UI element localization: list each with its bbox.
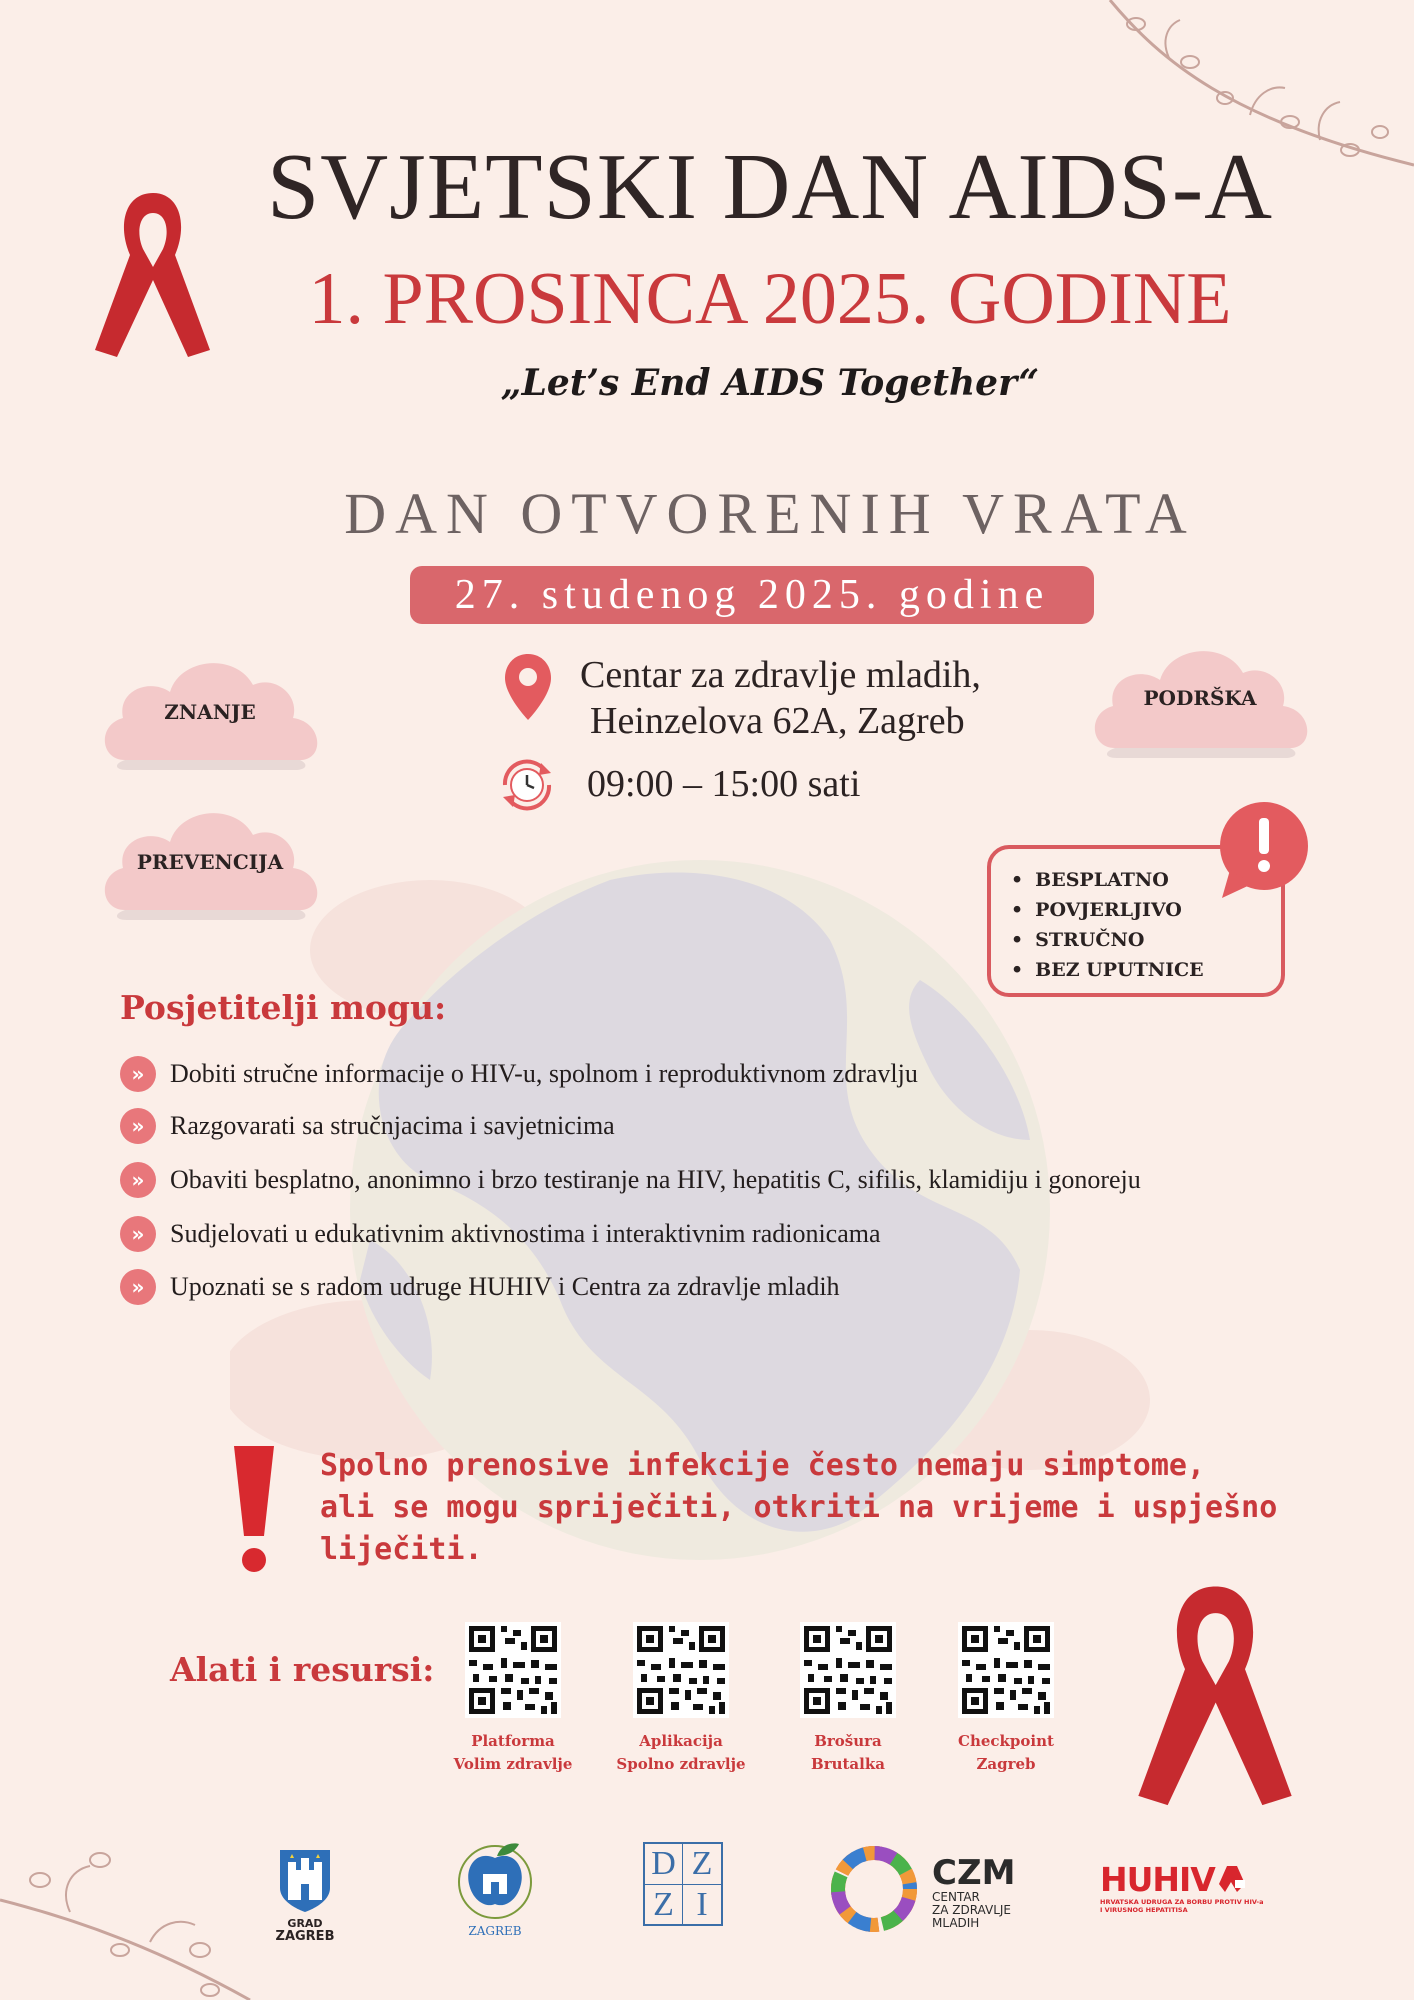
clock-icon <box>497 755 557 815</box>
qr-caption-line: Brošura <box>814 1732 882 1750</box>
dz-letter: D <box>645 1844 683 1885</box>
warning-line-3: liječiti. <box>320 1532 483 1567</box>
czm-line-1: CENTAR <box>932 1890 980 1904</box>
qr-code-spolno-zdravlje[interactable] <box>633 1622 729 1718</box>
zagreb-coat-of-arms-icon <box>278 1848 332 1914</box>
warning-line-1: Spolno prenosive infekcije često nemaju simptome, <box>320 1448 1206 1483</box>
visitor-item-text: Obaviti besplatno, anonimno i brzo testiranje na HIV, hepatitis C, sifilis, klamidiju i gonoreju <box>170 1165 1141 1194</box>
double-chevron-icon: » <box>120 1269 156 1305</box>
qr-caption-line: Volim zdravlje <box>453 1755 573 1773</box>
logo-dz-zagreb-istok <box>643 1842 723 1926</box>
double-chevron-icon: » <box>120 1056 156 1092</box>
healthy-city-apple-icon <box>447 1838 543 1920</box>
location-address <box>580 652 981 744</box>
feature-item: • BESPLATNO <box>1011 865 1281 895</box>
feature-item: • STRUČNO <box>1011 925 1281 955</box>
czm-short: CZM <box>932 1853 1016 1893</box>
exclamation-mark-icon <box>228 1440 280 1575</box>
feature-item: • POVJERLJIVO <box>1011 895 1281 925</box>
visitor-item-text: Razgovarati sa stručnjacima i savjetnicima <box>170 1111 615 1140</box>
double-chevron-icon: » <box>120 1216 156 1252</box>
huhiv-subtitle-1: HRVATSKA UDRUGA ZA BORBU PROTIV HIV-a <box>1100 1898 1264 1906</box>
qr-caption-brutalka <box>758 1730 938 1776</box>
location-pin-icon <box>503 652 553 722</box>
visitor-item-text: Dobiti stručne informacije o HIV-u, spolnom i reproduktivnom zdravlju <box>170 1059 918 1088</box>
visitor-list-item <box>120 1267 840 1307</box>
czm-rainbow-circle-icon <box>830 1845 918 1933</box>
logo-grad-zagreb <box>270 1848 340 1944</box>
qr-code-checkpoint[interactable] <box>958 1622 1054 1718</box>
grad-zagreb-line-1: GRAD <box>287 1917 323 1930</box>
page-title: SVJETSKI DAN AIDS-A <box>266 135 1274 239</box>
open-day-date-badge: 27. studenog 2025. godine <box>410 566 1094 624</box>
cloud-podrska-label: PODRŠKA <box>1143 686 1257 710</box>
visitor-item-text: Upoznati se s radom udruge HUHIV i Centra za zdravlje mladih <box>170 1272 840 1301</box>
healthy-city-zagreb-label: ZAGREB <box>468 1924 522 1938</box>
logo-czm-text <box>932 1855 1015 1930</box>
tools-heading: Alati i resursi: <box>170 1650 435 1689</box>
cloud-prevencija-label: PREVENCIJA <box>136 850 284 874</box>
qr-code-volim-zdravlje[interactable] <box>465 1622 561 1718</box>
dz-letter: I <box>696 1886 708 1923</box>
opening-hours: 09:00 – 15:00 sati <box>587 763 861 805</box>
open-day-heading: DAN OTVORENIH VRATA <box>344 481 1196 546</box>
visitor-list-item <box>120 1106 615 1146</box>
visitors-heading: Posjetitelji mogu: <box>120 988 447 1027</box>
exclamation-bubble-icon <box>1212 800 1314 900</box>
event-date-heading: 1. PROSINCA 2025. GODINE <box>308 258 1232 340</box>
huhiv-subtitle-2: I VIRUSNOG HEPATITISA <box>1100 1906 1188 1914</box>
qr-caption-checkpoint <box>916 1730 1096 1776</box>
dz-letter: Z <box>645 1885 683 1925</box>
location-line-1: Centar za zdravlje mladih, <box>580 654 981 696</box>
branch-bottom-left-decoration <box>0 1830 260 2000</box>
logo-huhiv <box>1100 1862 1300 1914</box>
warning-line-2: ali se mogu spriječiti, otkriti na vrijeme i uspješno <box>320 1490 1278 1525</box>
huhiv-ribbon-icon <box>1217 1864 1247 1896</box>
huhiv-wordmark: HUHIV <box>1100 1860 1215 1899</box>
qr-caption-line: Aplikacija <box>639 1732 723 1750</box>
qr-caption-line: Zagreb <box>976 1755 1036 1773</box>
qr-caption-line: Checkpoint <box>958 1732 1054 1750</box>
sti-warning-text <box>320 1445 1320 1571</box>
grad-zagreb-line-2: ZAGREB <box>275 1929 335 1944</box>
visitor-item-text: Sudjelovati u edukativnim aktivnostima i interaktivnim radionicama <box>170 1219 881 1248</box>
qr-caption-volim-zdravlje <box>423 1730 603 1776</box>
dz-letter: Z <box>683 1844 721 1885</box>
qr-caption-line: Platforma <box>471 1732 555 1750</box>
qr-caption-line: Spolno zdravlje <box>616 1755 746 1773</box>
qr-caption-spolno-zdravlje <box>591 1730 771 1776</box>
double-chevron-icon: » <box>120 1108 156 1144</box>
czm-line-2: ZA ZDRAVLJE <box>932 1903 1012 1917</box>
logo-healthy-city <box>445 1838 545 1938</box>
double-chevron-icon: » <box>120 1162 156 1198</box>
visitor-list-item <box>120 1054 918 1094</box>
visitor-list-item <box>120 1214 881 1254</box>
qr-caption-line: Brutalka <box>811 1755 885 1773</box>
location-line-2: Heinzelova 62A, Zagreb <box>590 700 965 742</box>
red-ribbon-large-icon <box>1125 1575 1305 1810</box>
slogan: „Let’s End AIDS Together“ <box>500 362 1040 404</box>
czm-line-3: MLADIH <box>932 1916 980 1930</box>
visitor-list-item <box>120 1160 1141 1200</box>
feature-item: • BEZ UPUTNICE <box>1011 955 1281 985</box>
cloud-znanje-label: ZNANJE <box>164 700 256 724</box>
qr-code-brutalka[interactable] <box>800 1622 896 1718</box>
